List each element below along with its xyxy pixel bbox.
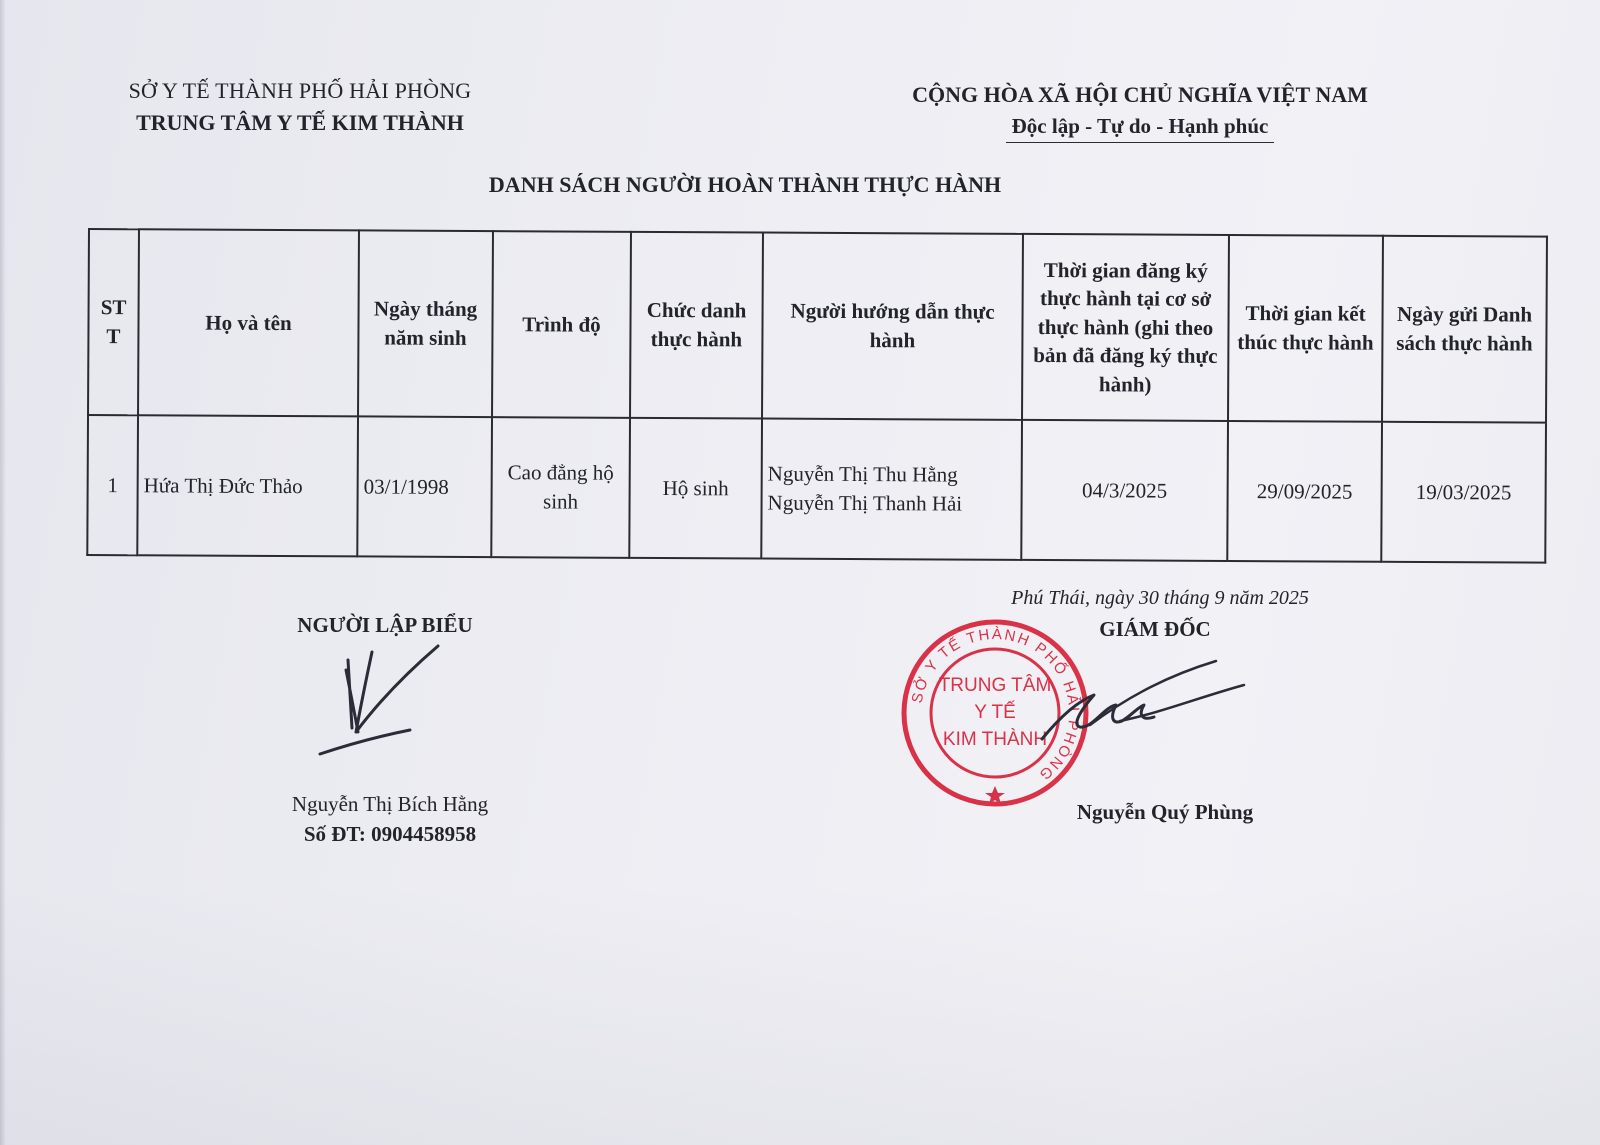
cell-guides: [761, 419, 1022, 560]
cell-name: Hứa Thị Đức Thảo: [137, 415, 358, 556]
paper-bottom-shading: [0, 885, 1600, 1145]
seal-text: Y TẾ: [974, 702, 1016, 723]
preparer-name: Nguyễn Thị Bích Hằng: [291, 792, 489, 816]
issuing-organization: [100, 78, 500, 136]
table-row: [87, 415, 1546, 563]
cell-dob: 03/1/1998: [357, 416, 492, 557]
column-header: Chức danh thực hành: [630, 232, 763, 419]
preparer-signature: [310, 640, 450, 765]
center-name: TRUNG TÂM Y TẾ KIM THÀNH: [136, 110, 464, 135]
seal-text: TRUNG TÂM: [938, 675, 1052, 696]
column-header: Thời gian đăng ký thực hành tại cơ sở thực hành (ghi theo bản đã đăng ký thực hành): [1022, 234, 1229, 421]
seal-text: KIM THÀNH: [942, 729, 1048, 750]
national-motto-block: [880, 82, 1400, 143]
column-header: ST T: [88, 229, 139, 415]
motto: Độc lập - Tự do - Hạnh phúc: [1006, 114, 1275, 143]
column-header: Ngày gửi Danh sách thực hành: [1382, 236, 1547, 423]
column-header: Người hướng dẫn thực hành: [762, 233, 1023, 420]
cell-sent-date: 19/03/2025: [1381, 422, 1546, 563]
column-header: Ngày tháng năm sinh: [358, 230, 493, 417]
guide-name: Nguyễn Thị Thanh Hải: [767, 490, 963, 516]
preparer-phone: Số ĐT: 0904458958: [303, 822, 477, 846]
column-header: Thời gian kết thúc thực hành: [1228, 235, 1383, 422]
department-name: SỞ Y TẾ THÀNH PHỐ HẢI PHÒNG: [128, 78, 472, 103]
cell-title: Hộ sinh: [629, 418, 762, 559]
cell-end-date: 29/09/2025: [1227, 421, 1382, 562]
director-signature: [1020, 655, 1250, 755]
preparer-role: NGƯỜI LẬP BIỂU: [297, 613, 473, 637]
practice-list-table: [86, 228, 1548, 564]
cell-level: Cao đẳng hộ sinh: [491, 417, 630, 558]
guide-name: Nguyễn Thị Thu Hằng: [767, 462, 958, 488]
cell-stt: 1: [87, 415, 138, 555]
document-title: DANH SÁCH NGƯỜI HOÀN THÀNH THỰC HÀNH: [488, 172, 1002, 197]
country-name: CỘNG HÒA XÃ HỘI CHỦ NGHĨA VIỆT NAM: [912, 82, 1368, 107]
place-and-date: Phú Thái, ngày 30 tháng 9 năm 2025: [1011, 587, 1309, 609]
column-header: Trình độ: [492, 231, 631, 418]
column-header: Họ và tên: [138, 229, 359, 416]
director-name: Nguyễn Quý Phùng: [1076, 800, 1254, 824]
cell-registered-date: 04/3/2025: [1021, 420, 1228, 561]
table-header-row: [88, 229, 1547, 423]
seal-ring-text: SỞ Y TẾ THÀNH PHỐ HẢI PHÒNG: [908, 625, 1083, 785]
practice-list-table-wrapper: [86, 228, 1546, 564]
director-role: GIÁM ĐỐC: [1099, 617, 1211, 641]
